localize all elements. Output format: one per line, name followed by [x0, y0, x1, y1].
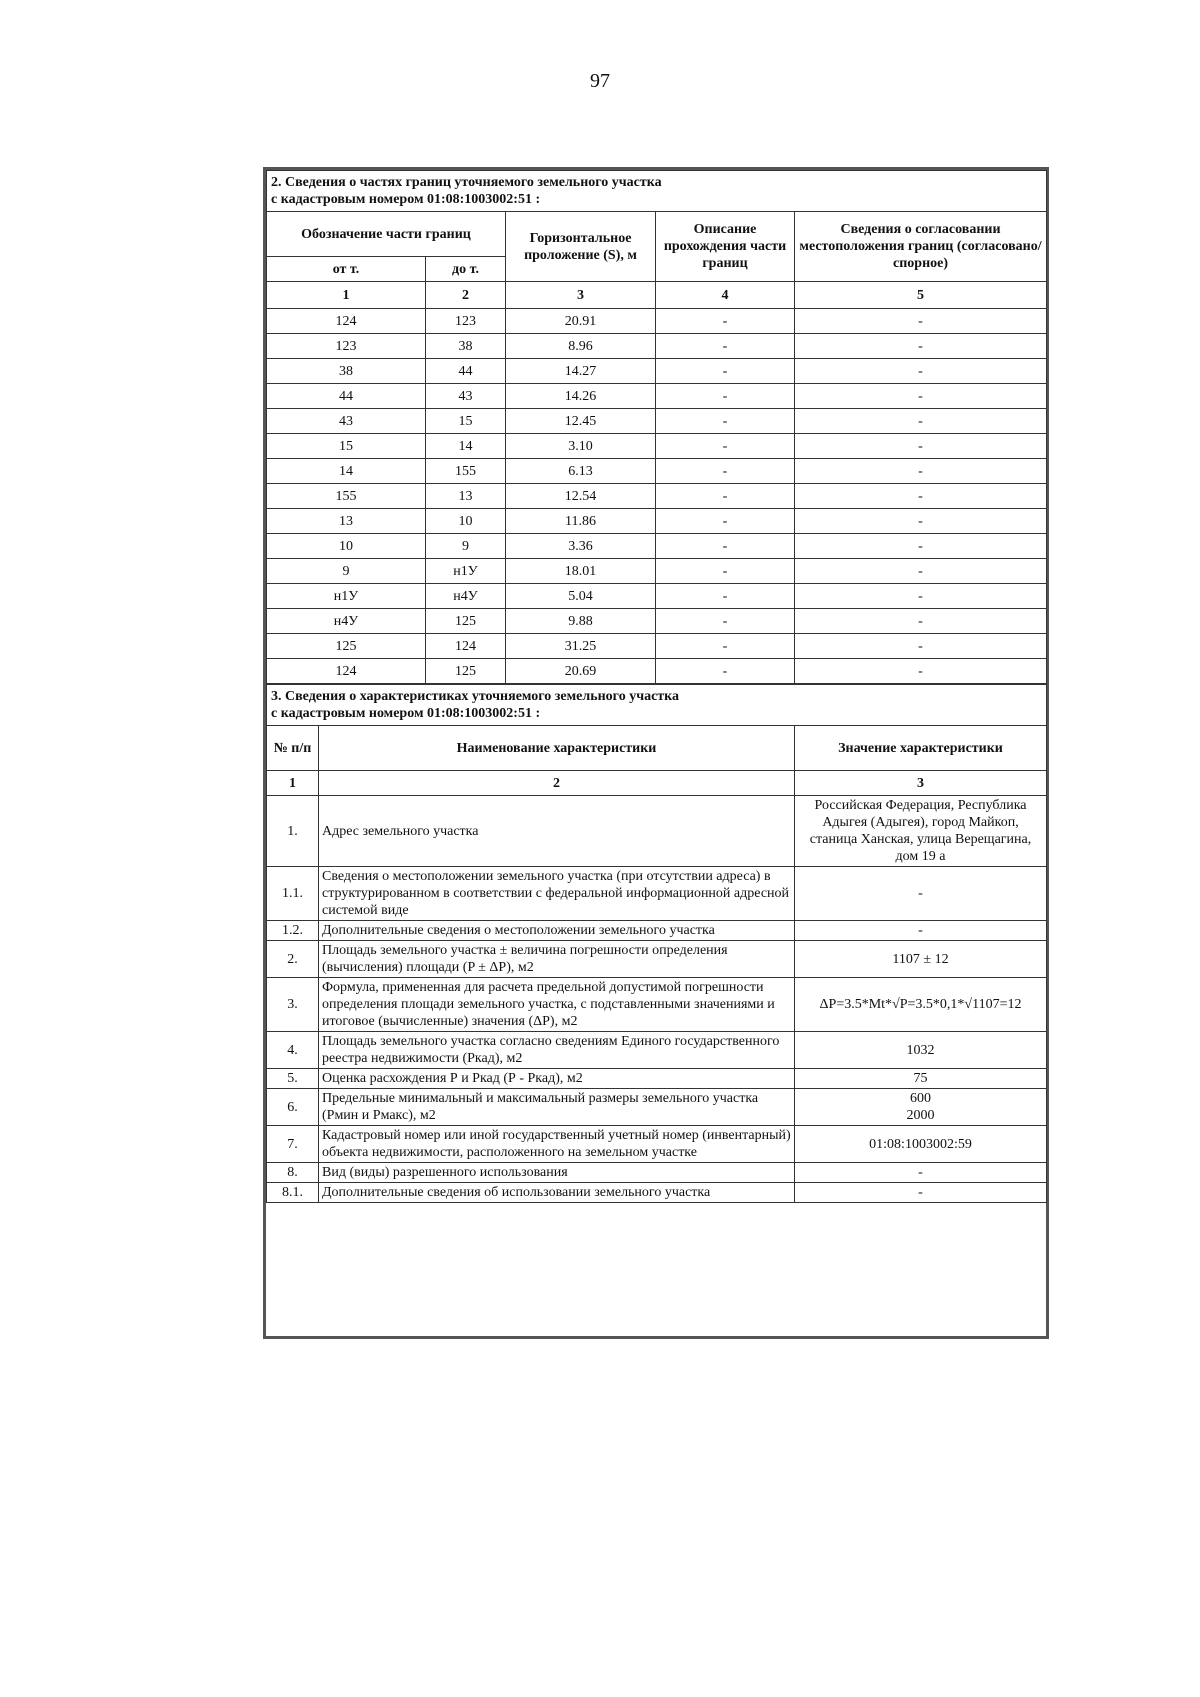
characteristic-name: Вид (виды) разрешенного использования: [319, 1163, 795, 1183]
horizontal-distance: 8.96: [506, 334, 656, 359]
agreement-status: -: [795, 484, 1047, 509]
header-from: от т.: [267, 257, 426, 282]
row-number: 4.: [267, 1032, 319, 1069]
horizontal-distance: 6.13: [506, 459, 656, 484]
table-row: [267, 1089, 1047, 1126]
column-number: 5: [795, 282, 1047, 309]
agreement-status: -: [795, 634, 1047, 659]
table-row: [267, 634, 1047, 659]
characteristic-value: 01:08:1003002:59: [795, 1126, 1047, 1163]
part-description: -: [656, 634, 795, 659]
agreement-status: -: [795, 459, 1047, 484]
characteristic-value: 75: [795, 1069, 1047, 1089]
part-description: -: [656, 509, 795, 534]
row-number: 8.1.: [267, 1183, 319, 1203]
table-row: [267, 1163, 1047, 1183]
table-row: [267, 921, 1047, 941]
characteristic-value: 600 2000: [795, 1089, 1047, 1126]
empty-footer-row: [267, 1203, 1047, 1230]
horizontal-distance: 12.45: [506, 409, 656, 434]
agreement-status: -: [795, 334, 1047, 359]
from-point: 15: [267, 434, 426, 459]
to-point: 9: [426, 534, 506, 559]
table-row: [267, 534, 1047, 559]
part-description: -: [656, 359, 795, 384]
part-description: -: [656, 659, 795, 684]
section3-title-line2: с кадастровым номером 01:08:1003002:51 :: [271, 706, 541, 721]
table-row: [267, 1069, 1047, 1089]
horizontal-distance: 3.10: [506, 434, 656, 459]
from-point: 124: [267, 309, 426, 334]
section2-title-line2: с кадастровым номером 01:08:1003002:51 :: [271, 192, 541, 207]
to-point: 13: [426, 484, 506, 509]
characteristic-name: Формула, примененная для расчета предельной допустимой погрешности определения площади земельного участка, с подставленными значениями и итоговое (вычисленные) значения (ΔP), м2: [319, 978, 795, 1032]
column-number: 3: [795, 771, 1047, 796]
table-row: [267, 384, 1047, 409]
characteristic-name: Дополнительные сведения о местоположении земельного участка: [319, 921, 795, 941]
table-row: [267, 334, 1047, 359]
table-row: [267, 309, 1047, 334]
header-value: Значение характеристики: [795, 726, 1047, 771]
characteristic-value: -: [795, 1163, 1047, 1183]
part-description: -: [656, 559, 795, 584]
horizontal-distance: 14.27: [506, 359, 656, 384]
part-description: -: [656, 534, 795, 559]
table-row: [267, 584, 1047, 609]
characteristic-name: Адрес земельного участка: [319, 796, 795, 867]
section2-title-line1: 2. Сведения о частях границ уточняемого земельного участка: [271, 175, 662, 190]
characteristic-value: ΔP=3.5*Mt*√P=3.5*0,1*√1107=12: [795, 978, 1047, 1032]
characteristic-value: 1032: [795, 1032, 1047, 1069]
table-row: [267, 1126, 1047, 1163]
horizontal-distance: 5.04: [506, 584, 656, 609]
characteristic-name: Кадастровый номер или иной государственный учетный номер (инвентарный) объекта недвижимости, расположенного на земельном участке: [319, 1126, 795, 1163]
horizontal-distance: 20.91: [506, 309, 656, 334]
horizontal-distance: 11.86: [506, 509, 656, 534]
table-row: [267, 659, 1047, 684]
to-point: 10: [426, 509, 506, 534]
section3-title-line1: 3. Сведения о характеристиках уточняемого земельного участка: [271, 689, 680, 704]
to-point: 44: [426, 359, 506, 384]
horizontal-distance: 14.26: [506, 384, 656, 409]
part-description: -: [656, 334, 795, 359]
part-description: -: [656, 409, 795, 434]
column-number: 1: [267, 282, 426, 309]
column-number: 3: [506, 282, 656, 309]
part-description: -: [656, 584, 795, 609]
part-description: -: [656, 384, 795, 409]
agreement-status: -: [795, 534, 1047, 559]
agreement-status: -: [795, 609, 1047, 634]
from-point: н4У: [267, 609, 426, 634]
from-point: 123: [267, 334, 426, 359]
to-point: 155: [426, 459, 506, 484]
characteristic-value: -: [795, 867, 1047, 921]
header-horizontal: Горизонтальное проложение (S), м: [506, 212, 656, 282]
table-row: [267, 609, 1047, 634]
agreement-status: -: [795, 659, 1047, 684]
to-point: н4У: [426, 584, 506, 609]
agreement-status: -: [795, 434, 1047, 459]
horizontal-distance: 18.01: [506, 559, 656, 584]
from-point: 14: [267, 459, 426, 484]
header-designation: Обозначение части границ: [267, 212, 506, 257]
header-description: Описание прохождения части границ: [656, 212, 795, 282]
part-description: -: [656, 484, 795, 509]
header-name: Наименование характеристики: [319, 726, 795, 771]
part-description: -: [656, 609, 795, 634]
from-point: 155: [267, 484, 426, 509]
characteristic-value: 1107 ± 12: [795, 941, 1047, 978]
characteristic-name: Площадь земельного участка согласно сведениям Единого государственного реестра недвижимости (Ркад), м2: [319, 1032, 795, 1069]
to-point: 14: [426, 434, 506, 459]
from-point: 124: [267, 659, 426, 684]
page-number: 97: [590, 70, 610, 92]
row-number: 7.: [267, 1126, 319, 1163]
part-description: -: [656, 459, 795, 484]
from-point: 43: [267, 409, 426, 434]
characteristic-value: -: [795, 1183, 1047, 1203]
agreement-status: -: [795, 584, 1047, 609]
table-row: [267, 484, 1047, 509]
agreement-status: -: [795, 409, 1047, 434]
to-point: 124: [426, 634, 506, 659]
header-agreement: Сведения о согласовании местоположения границ (согласовано/спорное): [795, 212, 1047, 282]
table-row: [267, 434, 1047, 459]
column-number: 2: [426, 282, 506, 309]
table-row: [267, 796, 1047, 867]
row-number: 1.2.: [267, 921, 319, 941]
to-point: 38: [426, 334, 506, 359]
table-row: [267, 978, 1047, 1032]
table-row: [267, 867, 1047, 921]
boundary-parts-rows: [267, 309, 1047, 684]
characteristic-name: Площадь земельного участка ± величина погрешности определения (вычисления) площади (P ± ΔP), м2: [319, 941, 795, 978]
from-point: 125: [267, 634, 426, 659]
table-row: [267, 1032, 1047, 1069]
to-point: 43: [426, 384, 506, 409]
characteristic-name: Оценка расхождения Р и Ркад (Р - Ркад), м2: [319, 1069, 795, 1089]
horizontal-distance: 12.54: [506, 484, 656, 509]
header-to: до т.: [426, 257, 506, 282]
characteristics-table: [266, 684, 1047, 1229]
agreement-status: -: [795, 384, 1047, 409]
agreement-status: -: [795, 559, 1047, 584]
horizontal-distance: 3.36: [506, 534, 656, 559]
characteristics-rows: [267, 796, 1047, 1203]
column-number: 4: [656, 282, 795, 309]
header-num: № п/п: [267, 726, 319, 771]
from-point: 10: [267, 534, 426, 559]
table-row: [267, 941, 1047, 978]
row-number: 8.: [267, 1163, 319, 1183]
row-number: 2.: [267, 941, 319, 978]
section3-title: [267, 685, 1047, 726]
section2-title: [267, 171, 1047, 212]
column-number: 1: [267, 771, 319, 796]
to-point: н1У: [426, 559, 506, 584]
row-number: 1.1.: [267, 867, 319, 921]
agreement-status: -: [795, 309, 1047, 334]
part-description: -: [656, 434, 795, 459]
from-point: 38: [267, 359, 426, 384]
row-number: 6.: [267, 1089, 319, 1126]
horizontal-distance: 9.88: [506, 609, 656, 634]
part-description: -: [656, 309, 795, 334]
characteristic-name: Предельные минимальный и максимальный размеры земельного участка (Рмин и Рмакс), м2: [319, 1089, 795, 1126]
table-row: [267, 409, 1047, 434]
agreement-status: -: [795, 509, 1047, 534]
characteristic-value: -: [795, 921, 1047, 941]
row-number: 5.: [267, 1069, 319, 1089]
row-number: 1.: [267, 796, 319, 867]
row-number: 3.: [267, 978, 319, 1032]
from-point: 44: [267, 384, 426, 409]
to-point: 125: [426, 659, 506, 684]
table-row: [267, 509, 1047, 534]
from-point: н1У: [267, 584, 426, 609]
document-frame: [263, 167, 1049, 1339]
table-row: [267, 559, 1047, 584]
table-row: [267, 359, 1047, 384]
to-point: 123: [426, 309, 506, 334]
table-row: [267, 1183, 1047, 1203]
from-point: 9: [267, 559, 426, 584]
to-point: 125: [426, 609, 506, 634]
characteristic-value: Российская Федерация, Республика Адыгея (Адыгея), город Майкоп, станица Ханская, улица Верещагина, дом 19 а: [795, 796, 1047, 867]
from-point: 13: [267, 509, 426, 534]
to-point: 15: [426, 409, 506, 434]
characteristic-name: Сведения о местоположении земельного участка (при отсутствии адреса) в структурированном в соответствии с федеральной информационной адресной системой виде: [319, 867, 795, 921]
horizontal-distance: 20.69: [506, 659, 656, 684]
agreement-status: -: [795, 359, 1047, 384]
table-row: [267, 459, 1047, 484]
horizontal-distance: 31.25: [506, 634, 656, 659]
boundary-parts-table: [266, 170, 1047, 684]
characteristic-name: Дополнительные сведения об использовании земельного участка: [319, 1183, 795, 1203]
column-number: 2: [319, 771, 795, 796]
